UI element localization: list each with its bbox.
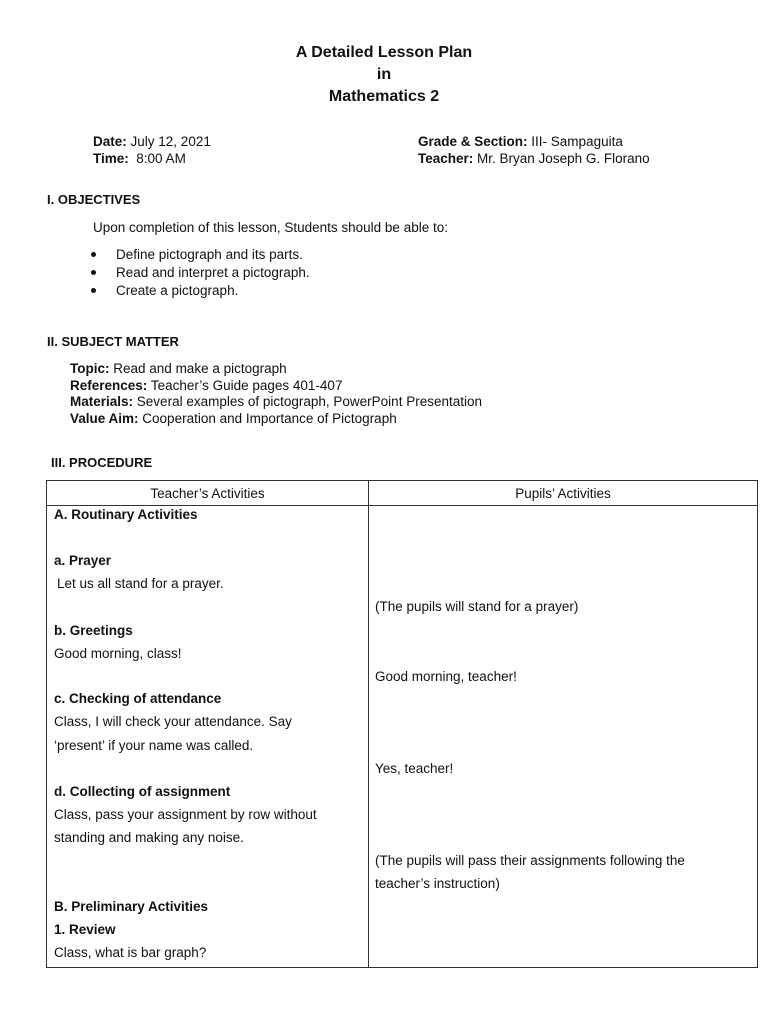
materials-label: Materials: — [70, 394, 134, 409]
subject-matter-heading: II. SUBJECT MATTER — [47, 334, 179, 349]
assignment-text-line2: standing and making any noise. — [54, 830, 244, 845]
teacher-label: Teacher: — [418, 151, 474, 166]
objectives-intro: Upon completion of this lesson, Students should be able to: — [93, 220, 448, 235]
time-line — [93, 150, 186, 167]
topic-line — [70, 361, 287, 378]
greetings-text: Good morning, class! — [54, 646, 182, 661]
review-heading: 1. Review — [54, 922, 116, 937]
assignment-text-line1: Class, pass your assignment by row without — [54, 807, 317, 822]
document-subject: Mathematics 2 — [328, 88, 440, 105]
assignment-response-line1: (The pupils will pass their assignments following the — [375, 853, 685, 868]
header-teacher-activities: Teacher’s Activities — [150, 486, 265, 501]
document-title: A Detailed Lesson Plan — [295, 44, 473, 61]
references-line — [70, 378, 342, 395]
assignment-response-line2: teacher’s instruction) — [375, 876, 500, 891]
attendance-text-line2: ‘present’ if your name was called. — [54, 738, 254, 753]
procedure-table — [46, 480, 758, 968]
greetings-response: Good morning, teacher! — [375, 669, 517, 684]
attendance-heading: c. Checking of attendance — [54, 691, 222, 706]
grade-label: Grade & Section: — [418, 134, 528, 149]
grade-line — [418, 133, 623, 150]
objective-item — [91, 282, 239, 299]
prayer-response: (The pupils will stand for a prayer) — [375, 599, 579, 614]
date-line — [93, 133, 211, 150]
document-title-in: in — [376, 66, 392, 83]
objectives-heading: I. OBJECTIVES — [47, 192, 141, 207]
prayer-heading: a. Prayer — [54, 553, 112, 568]
prayer-text: Let us all stand for a prayer. — [57, 576, 224, 591]
attendance-text-line1: Class, I will check your attendance. Say — [54, 714, 292, 729]
assignment-heading: d. Collecting of assignment — [54, 784, 231, 799]
materials-line — [70, 394, 482, 411]
objective-item — [91, 264, 310, 281]
topic-label: Topic: — [70, 361, 110, 376]
time-value: 8:00 AM — [136, 151, 186, 166]
value-aim-label: Value Aim: — [70, 411, 139, 426]
objective-text: Define pictograph and its parts. — [116, 247, 303, 262]
topic-value: Read and make a pictograph — [113, 361, 287, 376]
procedure-heading: III. PROCEDURE — [51, 455, 153, 470]
teacher-line — [418, 150, 650, 167]
preliminary-activities-heading: B. Preliminary Activities — [54, 899, 209, 914]
teacher-value: Mr. Bryan Joseph G. Florano — [477, 151, 650, 166]
routinary-activities-heading: A. Routinary Activities — [54, 507, 198, 522]
column-divider — [368, 481, 369, 967]
objective-text: Read and interpret a pictograph. — [116, 265, 310, 280]
attendance-response: Yes, teacher! — [375, 761, 454, 776]
materials-value: Several examples of pictograph, PowerPoint Presentation — [136, 394, 482, 409]
grade-value: III- Sampaguita — [531, 134, 623, 149]
references-value: Teacher’s Guide pages 401-407 — [150, 378, 343, 393]
value-aim-line — [70, 411, 397, 428]
time-label: Time: — [93, 151, 129, 166]
review-text: Class, what is bar graph? — [54, 945, 207, 960]
header-pupils-activities: Pupils’ Activities — [515, 486, 611, 501]
objective-item — [91, 246, 303, 263]
greetings-heading: b. Greetings — [54, 623, 133, 638]
date-label: Date: — [93, 134, 127, 149]
objective-text: Create a pictograph. — [116, 283, 239, 298]
value-aim-value: Cooperation and Importance of Pictograph — [142, 411, 397, 426]
references-label: References: — [70, 378, 148, 393]
date-value: July 12, 2021 — [130, 134, 211, 149]
